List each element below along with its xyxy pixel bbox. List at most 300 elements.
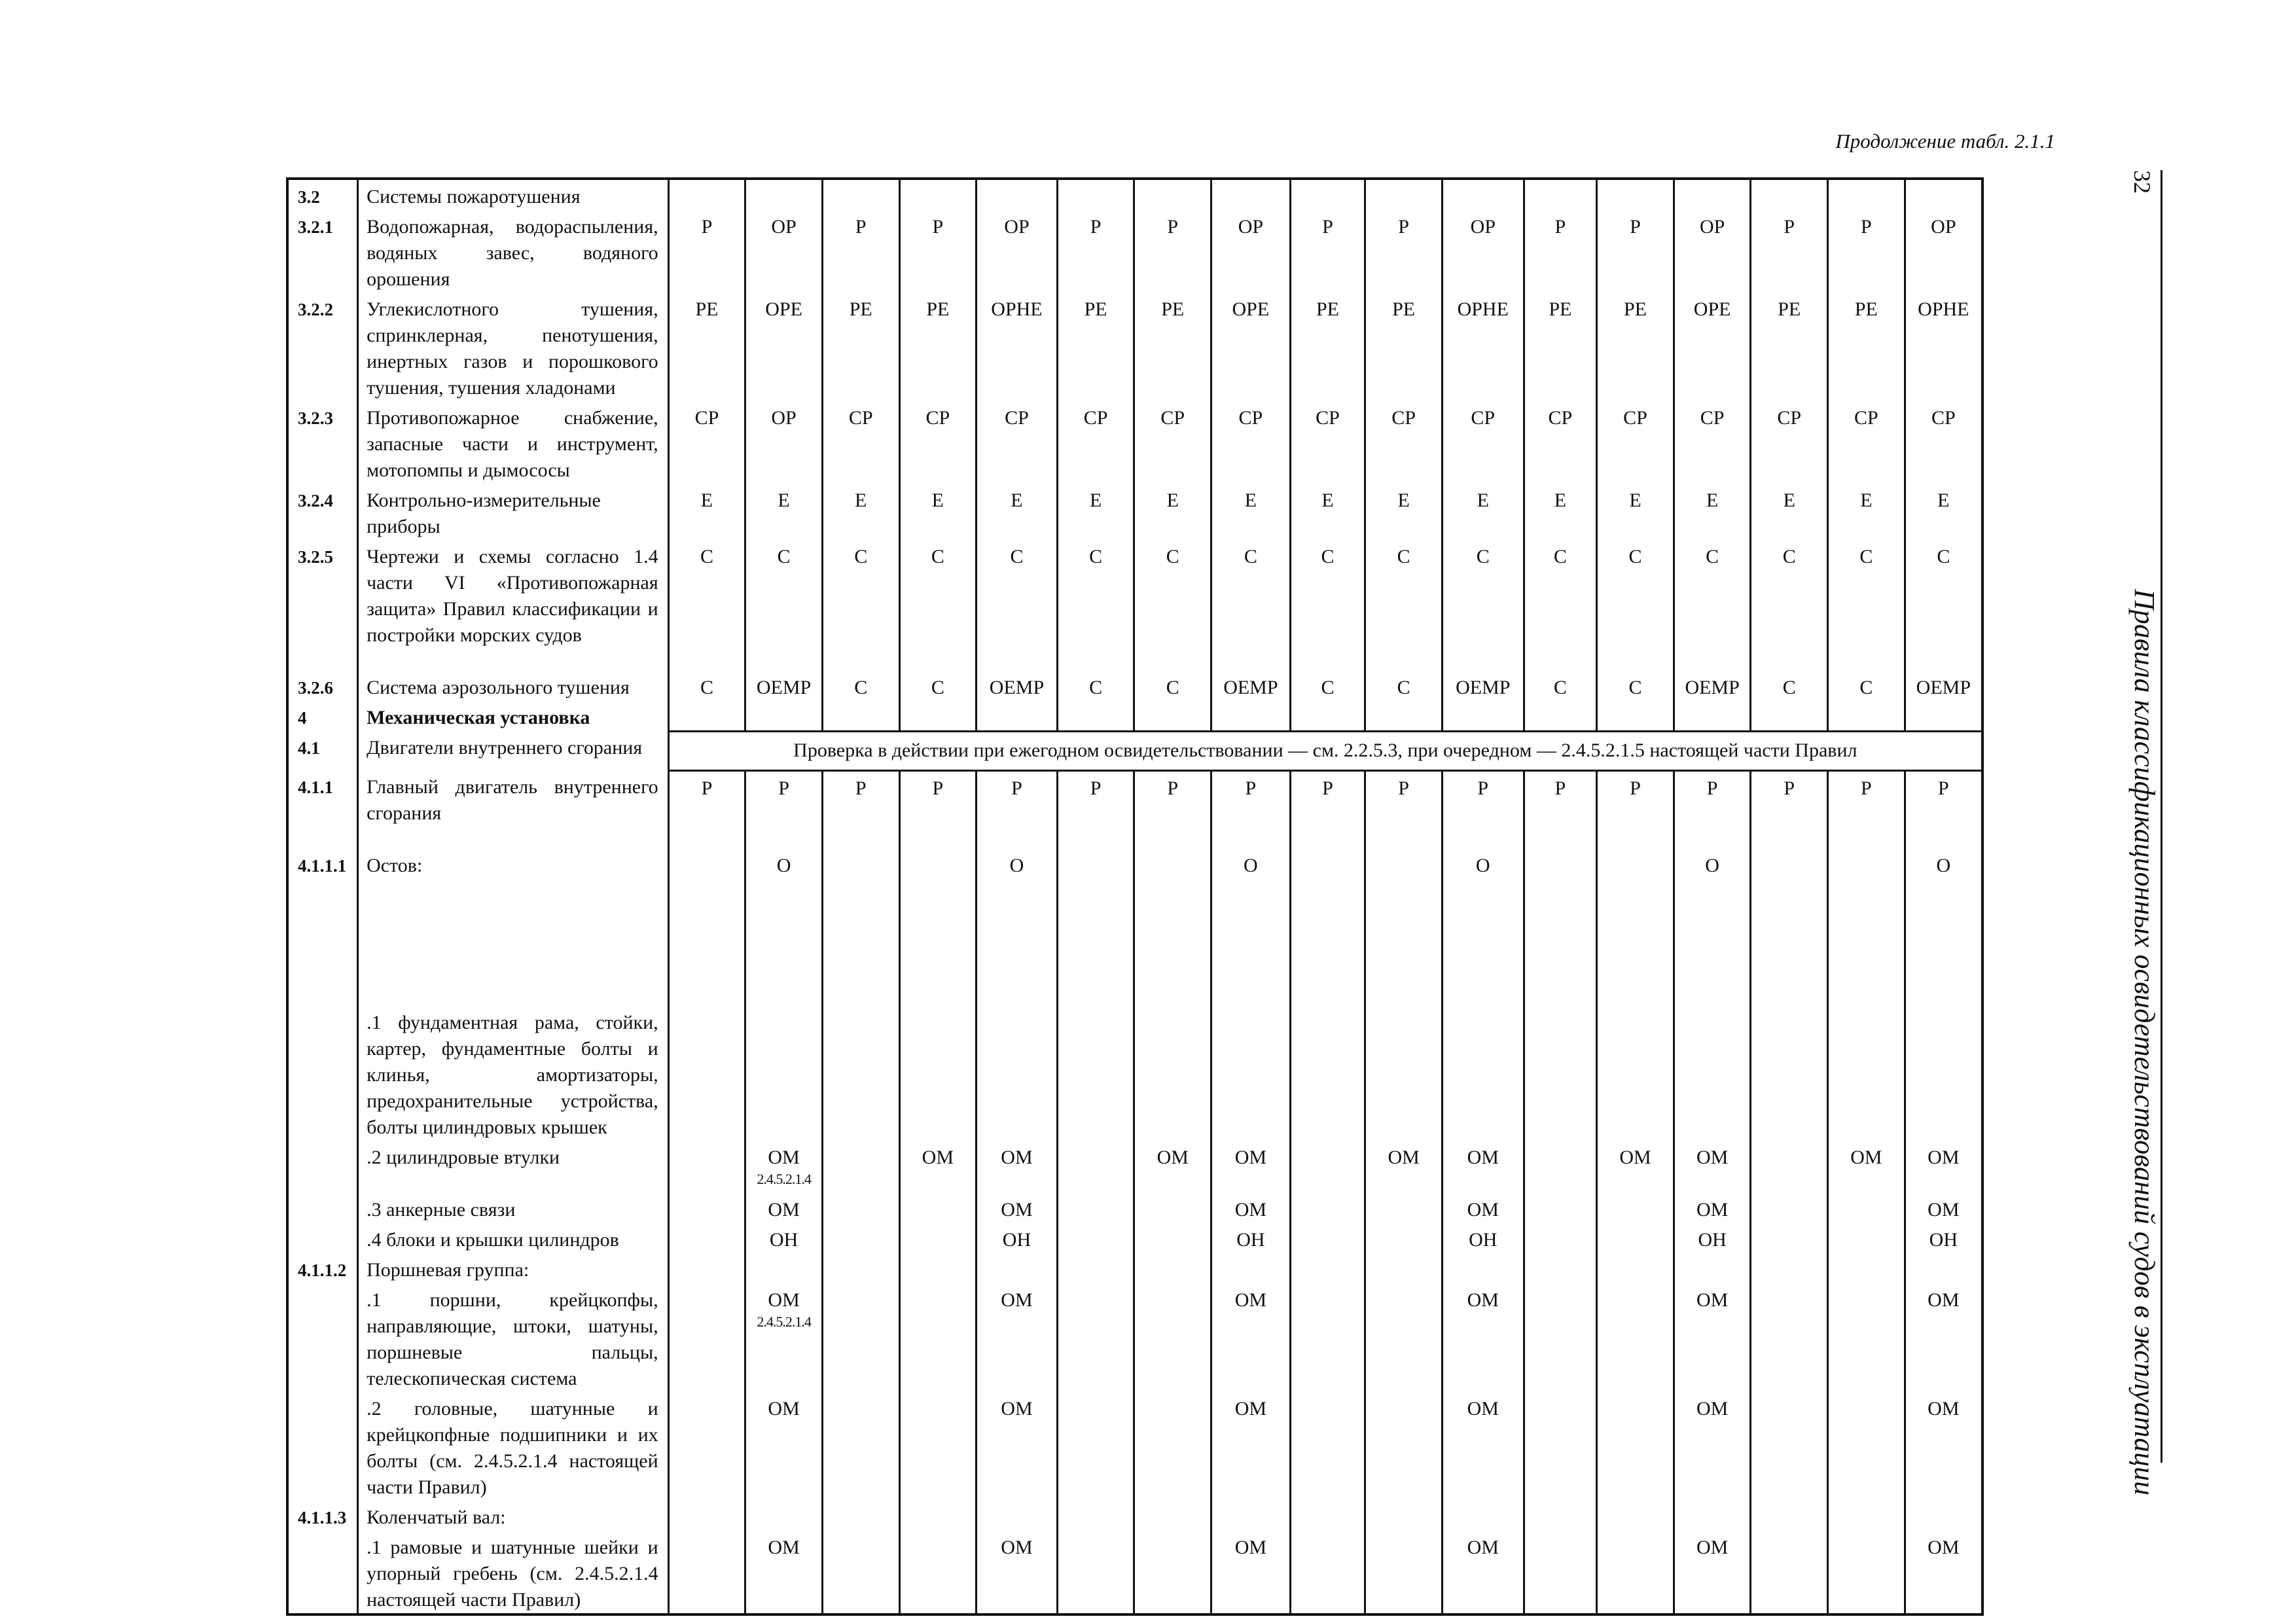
survey-cell	[977, 401, 1058, 484]
survey-cell	[1597, 401, 1674, 484]
survey-cell	[822, 770, 899, 849]
cell-value: С	[777, 546, 791, 567]
survey-cell	[1905, 849, 1982, 1006]
survey-cell	[1905, 401, 1982, 484]
survey-cell	[1057, 671, 1134, 701]
survey-cell	[1134, 179, 1211, 210]
survey-cell	[1134, 1193, 1211, 1223]
survey-cell	[822, 1283, 899, 1392]
survey-cell	[1905, 1006, 1982, 1141]
row-number	[287, 1392, 358, 1501]
survey-cell	[1442, 1006, 1524, 1141]
survey-cell	[1751, 484, 1828, 540]
survey-cell	[1524, 210, 1597, 293]
cell-value: О	[1475, 855, 1490, 876]
survey-cell	[745, 1193, 823, 1223]
survey-cell	[899, 770, 977, 849]
cell-value: С	[1782, 677, 1796, 698]
row-number: 3.2.4	[287, 484, 358, 540]
cell-reference: 2.4.5.2.1.4	[757, 1171, 811, 1187]
survey-cell	[1751, 701, 1828, 731]
survey-cell	[1211, 849, 1291, 1006]
span-note: Проверка в действии при ежегодном освидетельствовании — см. 2.2.5.3, при очередном — 2.4.5.2.1.5 настоящей части Правил	[668, 731, 1982, 770]
survey-cell	[668, 1141, 745, 1193]
cell-value: Р	[778, 777, 789, 799]
survey-cell	[1134, 1531, 1211, 1614]
survey-cell	[1134, 401, 1211, 484]
row-number	[287, 1141, 358, 1193]
survey-cell	[1442, 1501, 1524, 1531]
cell-value: Р	[1554, 216, 1566, 238]
survey-cell	[1828, 179, 1905, 210]
table-row	[287, 701, 1982, 731]
cell-value: Е	[700, 490, 713, 511]
continuation-caption: Продолжение табл. 2.1.1	[1835, 130, 2055, 152]
survey-cell	[1057, 849, 1134, 1006]
cell-value: С	[1244, 546, 1257, 567]
survey-cell	[977, 849, 1058, 1006]
survey-cell	[745, 770, 823, 849]
survey-cell	[977, 1392, 1058, 1501]
page-number: 32	[2129, 170, 2155, 194]
survey-cell	[899, 1531, 977, 1614]
survey-cell	[1905, 1392, 1982, 1501]
cell-value: С	[931, 677, 944, 698]
table-row	[287, 1283, 1982, 1392]
survey-cell	[977, 1006, 1058, 1141]
survey-cell	[899, 1392, 977, 1501]
survey-cell	[977, 701, 1058, 731]
survey-cell	[1751, 1193, 1828, 1223]
survey-cell	[745, 1501, 823, 1531]
survey-cell	[977, 1531, 1058, 1614]
survey-cell	[1211, 1531, 1291, 1614]
survey-cell	[1828, 1501, 1905, 1531]
survey-cell	[1134, 1006, 1211, 1141]
survey-cell	[1290, 1283, 1365, 1392]
cell-value: ОМ	[768, 1537, 800, 1558]
survey-cell	[1905, 1253, 1982, 1283]
survey-cell	[1524, 701, 1597, 731]
survey-cell	[668, 701, 745, 731]
survey-cell	[1442, 540, 1524, 671]
survey-cell	[745, 849, 823, 1006]
survey-cell	[1597, 671, 1674, 701]
survey-cell	[822, 849, 899, 1006]
row-description: .3 анкерные связи	[358, 1193, 669, 1223]
survey-cell	[1828, 849, 1905, 1006]
survey-cell	[1290, 1531, 1365, 1614]
survey-cell	[1211, 1193, 1291, 1223]
cell-value: СР	[1471, 407, 1496, 429]
cell-value: О	[776, 855, 791, 876]
survey-cell	[1751, 1253, 1828, 1283]
survey-cell	[1290, 484, 1365, 540]
survey-cell	[822, 1141, 899, 1193]
cell-value: С	[1321, 546, 1335, 567]
cell-value: ОН	[1698, 1229, 1727, 1251]
cell-value: ОМ	[1001, 1537, 1033, 1558]
row-description: .2 головные, шатунные и крейцкопфные подшипники и их болты (см. 2.4.5.2.1.4 настоящей части Правил)	[358, 1392, 669, 1501]
cell-value: ОМ	[1467, 1537, 1499, 1558]
survey-cell	[1751, 401, 1828, 484]
survey-cell	[745, 1283, 823, 1392]
survey-cell	[668, 1006, 745, 1141]
survey-cell	[977, 671, 1058, 701]
cell-value: О	[1244, 855, 1258, 876]
survey-cell	[668, 179, 745, 210]
cell-value: Р	[1784, 777, 1795, 799]
cell-value: ОМ	[1928, 1537, 1960, 1558]
survey-cell	[899, 540, 977, 671]
row-description: Остов:	[358, 849, 669, 1006]
survey-cell	[899, 484, 977, 540]
survey-cell	[745, 401, 823, 484]
survey-cell	[1674, 849, 1751, 1006]
survey-cell	[1828, 401, 1905, 484]
cell-value: Е	[1089, 490, 1102, 511]
cell-value: ОМ	[1001, 1289, 1033, 1311]
survey-cell	[1597, 179, 1674, 210]
row-description: .1 фундаментная рама, стойки, картер, фундаментные болты и клинья, амортизаторы, предохранительные устройства, болты цилиндровых крышек	[358, 1006, 669, 1141]
survey-cell	[1057, 770, 1134, 849]
survey-cell	[822, 179, 899, 210]
survey-cell	[1674, 484, 1751, 540]
survey-cell	[1057, 1193, 1134, 1223]
survey-cell	[1290, 401, 1365, 484]
survey-cell	[899, 1193, 977, 1223]
row-number: 4.1.1	[287, 770, 358, 849]
row-number: 3.2.6	[287, 671, 358, 701]
survey-cell	[1597, 1253, 1674, 1283]
table-row	[287, 540, 1982, 671]
survey-cell	[1290, 1006, 1365, 1141]
cell-value: ОН	[1002, 1229, 1031, 1251]
cell-value: С	[1628, 546, 1642, 567]
survey-cell	[1134, 849, 1211, 1006]
cell-value: ОРЕ	[1232, 298, 1270, 320]
row-description: Коленчатый вал:	[358, 1501, 669, 1531]
survey-cell	[1597, 210, 1674, 293]
survey-cell	[899, 210, 977, 293]
survey-cell	[1365, 484, 1443, 540]
survey-cell	[1905, 293, 1982, 401]
survey-cell	[1524, 179, 1597, 210]
table-row	[287, 1253, 1982, 1283]
row-number: 3.2.5	[287, 540, 358, 671]
cell-value: ОМ	[1467, 1199, 1499, 1221]
survey-cell	[822, 671, 899, 701]
survey-cell	[745, 1141, 823, 1193]
survey-cell	[668, 671, 745, 701]
survey-cell	[1597, 1392, 1674, 1501]
cell-value: Е	[855, 490, 867, 511]
cell-value: Е	[1860, 490, 1873, 511]
survey-cell	[1597, 1141, 1674, 1193]
row-description: Системы пожаротушения	[358, 179, 669, 210]
table-row	[287, 671, 1982, 701]
cell-value: ОМ	[1001, 1398, 1033, 1419]
survey-cell	[1905, 1283, 1982, 1392]
cell-value: Р	[855, 777, 867, 799]
survey-cell	[1057, 1006, 1134, 1141]
row-number: 3.2	[287, 179, 358, 210]
survey-cell	[1057, 1392, 1134, 1501]
survey-cell	[1597, 701, 1674, 731]
row-number: 3.2.2	[287, 293, 358, 401]
survey-cell	[899, 1253, 977, 1283]
cell-value: Е	[1554, 490, 1567, 511]
survey-cell	[1674, 1223, 1751, 1253]
survey-cell	[745, 1223, 823, 1253]
cell-value: Р	[1245, 777, 1257, 799]
survey-cell	[1057, 1223, 1134, 1253]
cell-value: Р	[1554, 777, 1566, 799]
survey-cell	[1524, 1223, 1597, 1253]
row-number: 4.1	[287, 731, 358, 770]
survey-cell	[1442, 1141, 1524, 1193]
survey-cell	[1290, 849, 1365, 1006]
cell-value: Р	[1398, 216, 1409, 238]
cell-value: Е	[1321, 490, 1334, 511]
survey-cell	[977, 1141, 1058, 1193]
survey-cell	[899, 1141, 977, 1193]
survey-cell	[1134, 770, 1211, 849]
survey-cell	[668, 849, 745, 1006]
cell-value: С	[700, 677, 713, 698]
cell-value: С	[1397, 546, 1410, 567]
survey-cell	[1365, 701, 1443, 731]
survey-cell	[1134, 1141, 1211, 1193]
cell-value: Е	[1937, 490, 1950, 511]
cell-value: СР	[1083, 407, 1108, 429]
cell-value: РЕ	[1549, 298, 1572, 320]
survey-cell	[1365, 1141, 1443, 1193]
cell-value: Е	[1244, 490, 1257, 511]
row-number: 3.2.1	[287, 210, 358, 293]
survey-cell	[822, 1193, 899, 1223]
cell-value: Е	[931, 490, 944, 511]
survey-cell	[1365, 1253, 1443, 1283]
survey-cell	[899, 671, 977, 701]
cell-value: ОМ	[1696, 1537, 1729, 1558]
cell-value: ОМ	[768, 1289, 800, 1311]
cell-value: С	[1010, 546, 1024, 567]
survey-cell	[668, 1253, 745, 1283]
survey-cell	[1211, 484, 1291, 540]
survey-cell	[1524, 671, 1597, 701]
survey-cell	[1905, 1193, 1982, 1223]
cell-value: С	[1706, 546, 1719, 567]
cell-value: ОМ	[922, 1147, 954, 1168]
survey-cell	[1597, 1223, 1674, 1253]
cell-value: О	[1009, 855, 1024, 876]
table-row	[287, 1141, 1982, 1193]
survey-cell	[1674, 1253, 1751, 1283]
survey-cell	[1134, 701, 1211, 731]
survey-cell	[1211, 770, 1291, 849]
cell-value: ОР	[1004, 216, 1030, 238]
cell-value: СР	[1854, 407, 1878, 429]
survey-cell	[1524, 1193, 1597, 1223]
survey-cell	[1134, 1253, 1211, 1283]
survey-cell	[1524, 1283, 1597, 1392]
cell-value: Р	[1090, 216, 1102, 238]
survey-cell	[822, 1501, 899, 1531]
survey-cell	[822, 293, 899, 401]
survey-cell	[1828, 1141, 1905, 1193]
cell-value: СР	[848, 407, 873, 429]
survey-cell	[1905, 540, 1982, 671]
survey-cell	[1524, 1253, 1597, 1283]
survey-cell	[1365, 671, 1443, 701]
survey-cell	[1828, 701, 1905, 731]
survey-cell	[977, 484, 1058, 540]
survey-cell	[1057, 293, 1134, 401]
survey-cell	[1365, 210, 1443, 293]
survey-cell	[899, 293, 977, 401]
survey-cell	[1365, 401, 1443, 484]
cell-value: ОМ	[1619, 1147, 1651, 1168]
survey-cell	[1524, 1392, 1597, 1501]
survey-cell	[1442, 484, 1524, 540]
survey-cell	[899, 401, 977, 484]
survey-cell	[977, 179, 1058, 210]
survey-cell	[1442, 1193, 1524, 1223]
survey-cell	[1211, 540, 1291, 671]
survey-cell	[1211, 1141, 1291, 1193]
survey-cell	[1751, 210, 1828, 293]
cell-value: ОМ	[1001, 1147, 1033, 1168]
survey-cell	[668, 401, 745, 484]
survey-cell	[1524, 770, 1597, 849]
survey-cell	[1290, 1392, 1365, 1501]
survey-cell	[745, 293, 823, 401]
survey-cell	[1905, 1531, 1982, 1614]
survey-cell	[1057, 1141, 1134, 1193]
cell-value: Р	[1322, 777, 1333, 799]
survey-cell	[1134, 1501, 1211, 1531]
cell-value: ОРНЕ	[991, 298, 1043, 320]
survey-cell	[1905, 484, 1982, 540]
survey-cell	[1057, 401, 1134, 484]
survey-cell	[822, 401, 899, 484]
cell-value: ОМ	[1467, 1289, 1499, 1311]
survey-cell	[1290, 179, 1365, 210]
survey-cell	[1674, 770, 1751, 849]
cell-value: РЕ	[1623, 298, 1647, 320]
cell-value: РЕ	[1392, 298, 1416, 320]
cell-value: С	[1166, 677, 1179, 698]
cell-value: РЕ	[849, 298, 872, 320]
survey-cell	[1751, 1223, 1828, 1253]
row-description: Противопожарное снабжение, запасные части и инструмент, мотопомпы и дымососы	[358, 401, 669, 484]
survey-cell	[745, 1531, 823, 1614]
survey-cell	[1524, 1006, 1597, 1141]
table-row	[287, 1223, 1982, 1253]
survey-cell	[1290, 210, 1365, 293]
row-number: 4	[287, 701, 358, 731]
survey-cell	[1674, 1193, 1751, 1223]
survey-cell	[1674, 401, 1751, 484]
survey-cell	[745, 1006, 823, 1141]
survey-cell	[1211, 179, 1291, 210]
cell-value: С	[1859, 677, 1873, 698]
cell-value: Р	[1167, 216, 1179, 238]
cell-value: СР	[1238, 407, 1263, 429]
survey-cell	[1442, 701, 1524, 731]
survey-cell	[1751, 1392, 1828, 1501]
cell-value: Р	[1398, 777, 1409, 799]
running-title: Правила классификационных освидетельствований судов в эксплуатации	[2128, 589, 2161, 1496]
row-description: .1 рамовые и шатунные шейки и упорный гребень (см. 2.4.5.2.1.4 настоящей части Правил)	[358, 1531, 669, 1614]
survey-cell	[1365, 849, 1443, 1006]
survey-cell	[1365, 1223, 1443, 1253]
survey-cell	[822, 701, 899, 731]
cell-value: ОМ	[1850, 1147, 1882, 1168]
survey-cell	[1134, 210, 1211, 293]
survey-cell	[1828, 770, 1905, 849]
survey-cell	[1751, 671, 1828, 701]
survey-cell	[1211, 1501, 1291, 1531]
survey-cell	[977, 540, 1058, 671]
cell-value: ОР	[771, 216, 797, 238]
cell-value: СР	[1548, 407, 1573, 429]
survey-cell	[1597, 1193, 1674, 1223]
cell-value: Е	[778, 490, 790, 511]
survey-cell	[1211, 401, 1291, 484]
cell-value: С	[1553, 677, 1567, 698]
table-row	[287, 1531, 1982, 1614]
survey-table	[286, 177, 1984, 1616]
survey-cell	[745, 540, 823, 671]
row-number: 4.1.1.2	[287, 1253, 358, 1283]
survey-cell	[1674, 293, 1751, 401]
survey-cell	[899, 1006, 977, 1141]
survey-cell	[1597, 1283, 1674, 1392]
survey-cell	[1597, 540, 1674, 671]
cell-value: ОРЕ	[1693, 298, 1731, 320]
survey-cell	[1905, 701, 1982, 731]
survey-cell	[1674, 1392, 1751, 1501]
cell-value: ОМ	[1696, 1289, 1729, 1311]
survey-cell	[1290, 293, 1365, 401]
survey-cell	[822, 484, 899, 540]
row-description: Главный двигатель внутреннего сгорания	[358, 770, 669, 849]
survey-cell	[1442, 770, 1524, 849]
cell-value: Е	[1706, 490, 1719, 511]
survey-cell	[1057, 1253, 1134, 1283]
survey-cell	[1442, 179, 1524, 210]
survey-cell	[899, 179, 977, 210]
cell-reference: 2.4.5.2.1.4	[757, 1313, 811, 1330]
table-row	[287, 731, 1982, 770]
cell-value: Р	[932, 777, 944, 799]
cell-value: СР	[694, 407, 719, 429]
survey-cell	[1674, 1141, 1751, 1193]
survey-cell	[1211, 1253, 1291, 1283]
survey-cell	[1828, 484, 1905, 540]
survey-cell	[1290, 1223, 1365, 1253]
survey-cell	[1751, 1006, 1828, 1141]
survey-cell	[1365, 1531, 1443, 1614]
cell-value: ОМ	[1234, 1289, 1267, 1311]
cell-value: ОМ	[768, 1199, 800, 1221]
cell-value: ОЕМР	[1685, 677, 1740, 698]
survey-cell	[1211, 1006, 1291, 1141]
survey-cell	[1674, 701, 1751, 731]
cell-value: СР	[1316, 407, 1340, 429]
